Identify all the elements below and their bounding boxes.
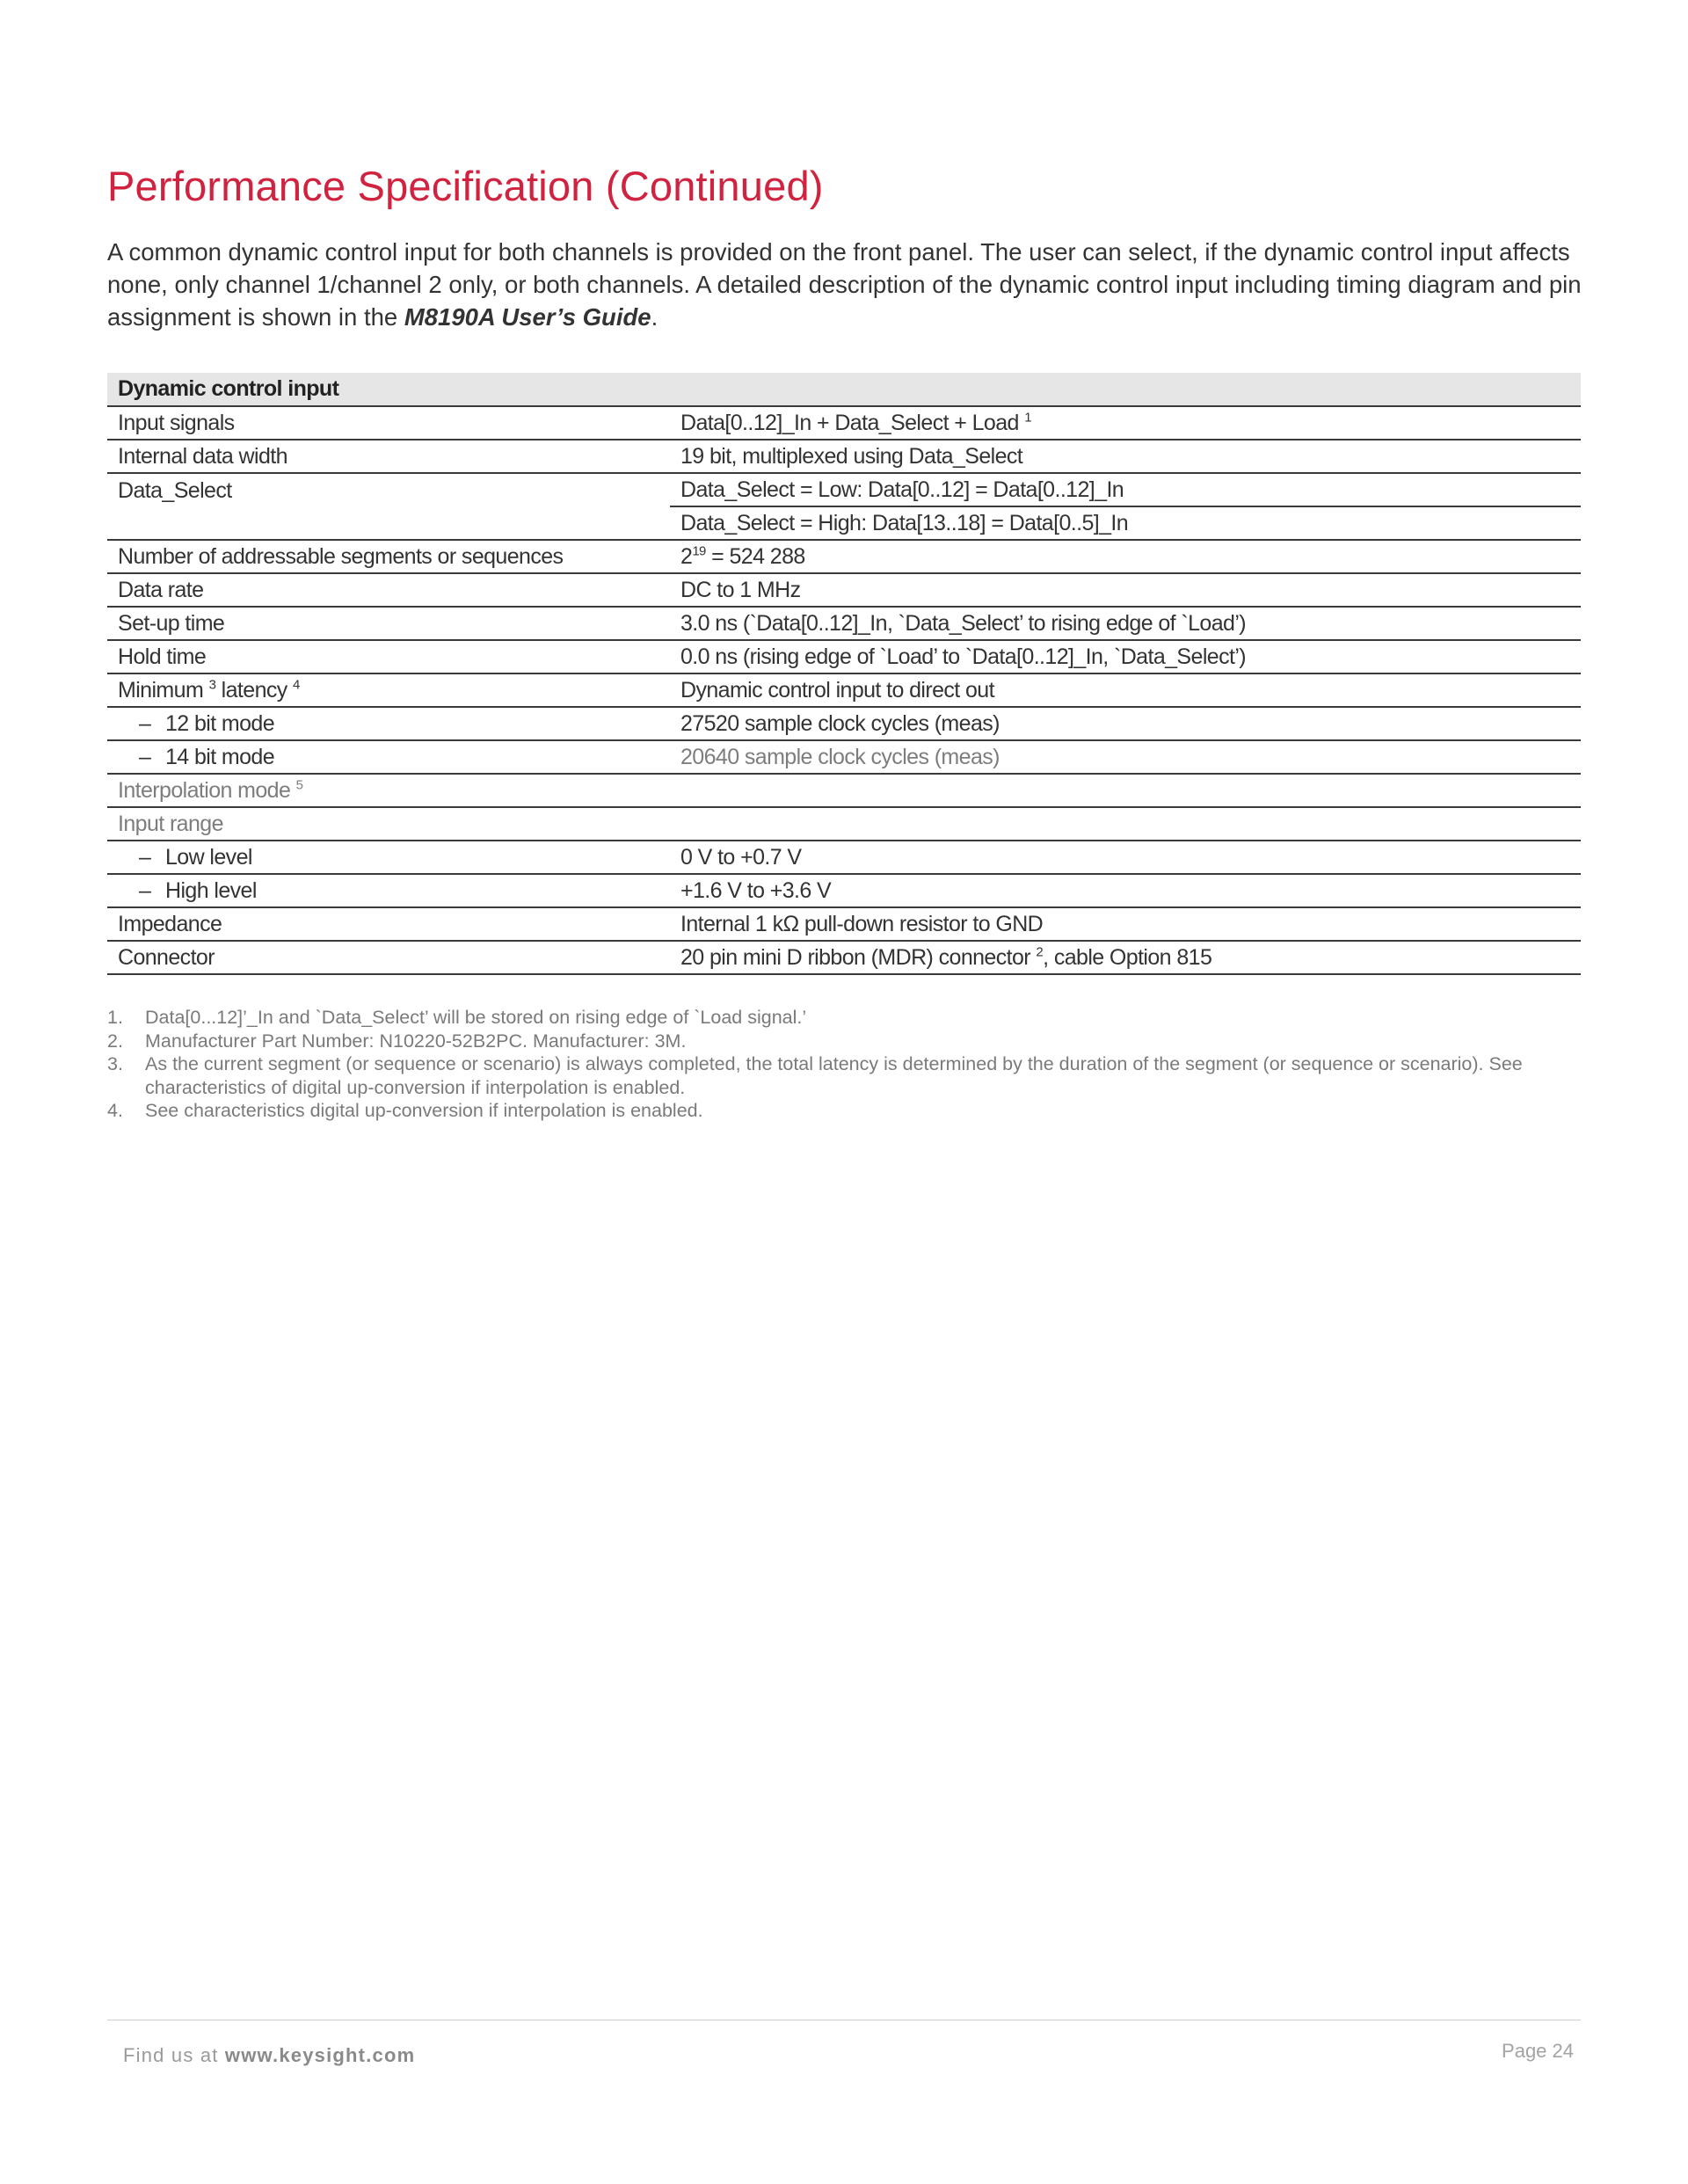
footnote-item <box>107 1052 1593 1099</box>
table-row <box>107 673 1581 707</box>
label-part: latency <box>221 677 287 703</box>
footer-find-us-text: Find us at <box>123 2044 225 2066</box>
value-base: 2 <box>680 543 693 569</box>
row-label: Set-up time <box>107 607 670 640</box>
row-value <box>670 406 1581 440</box>
row-label <box>107 774 670 807</box>
row-label <box>107 707 670 740</box>
table-row <box>107 640 1581 673</box>
row-value <box>670 540 1581 573</box>
row-label: Data_Select <box>107 473 670 540</box>
table-row <box>107 473 1581 506</box>
row-value: +1.6 V to +3.6 V <box>670 874 1581 907</box>
row-label: Data rate <box>107 573 670 607</box>
footnote-item <box>107 1030 1593 1053</box>
intro-paragraph <box>107 236 1593 333</box>
table-row <box>107 874 1581 907</box>
footnote-text: Manufacturer Part Number: N10220-52B2PC. Manufacturer: 3M. <box>145 1030 687 1052</box>
footnote-number: 3. <box>107 1053 123 1074</box>
table-row <box>107 573 1581 607</box>
row-value <box>670 807 1581 841</box>
row-value: Internal 1 kΩ pull-down resistor to GND <box>670 907 1581 941</box>
table-row <box>107 907 1581 941</box>
dash-bullet: – <box>139 844 151 870</box>
dash-bullet: – <box>139 710 151 736</box>
dash-bullet: – <box>139 744 151 769</box>
footnote-text: See characteristics digital up-conversion if interpolation is enabled. <box>145 1100 703 1121</box>
row-value: 27520 sample clock cycles (meas) <box>670 707 1581 740</box>
row-value: 0 V to +0.7 V <box>670 841 1581 874</box>
page-number: Page 24 <box>1502 2040 1574 2062</box>
footer-website-link[interactable]: www.keysight.com <box>224 2044 416 2066</box>
label-text: 12 bit mode <box>165 710 275 736</box>
row-value: 3.0 ns (`Data[0..12]_In, `Data_Select’ to rising edge of `Load’) <box>670 607 1581 640</box>
dash-bullet: – <box>139 877 151 903</box>
row-value-text: Data[0..12]_In + Data_Select + Load <box>680 410 1019 435</box>
dynamic-control-input-table <box>107 373 1581 975</box>
table-row <box>107 807 1581 841</box>
footer-find-us <box>123 2044 415 2067</box>
row-label: Hold time <box>107 640 670 673</box>
row-label: Number of addressable segments or sequences <box>107 540 670 573</box>
row-value: Data_Select = High: Data[13..18] = Data[0..5]_In <box>670 506 1581 540</box>
label-text: Interpolation mode <box>118 777 291 803</box>
value-exponent: 19 <box>692 543 706 559</box>
footnote-ref: 1 <box>1024 410 1031 426</box>
table-row <box>107 406 1581 440</box>
table-row <box>107 841 1581 874</box>
intro-end: . <box>651 303 658 331</box>
footnote-ref: 3 <box>208 677 216 693</box>
footnote-ref: 5 <box>295 777 303 793</box>
row-value: DC to 1 MHz <box>670 573 1581 607</box>
row-label <box>107 740 670 774</box>
row-value: 20640 sample clock cycles (meas) <box>670 740 1581 774</box>
footnote-text: Data[0...12]’_In and `Data_Select’ will be stored on rising edge of `Load signal.’ <box>145 1007 807 1028</box>
table-row <box>107 707 1581 740</box>
row-label <box>107 673 670 707</box>
table-row <box>107 540 1581 573</box>
footnote-item <box>107 1099 1593 1123</box>
label-text: Low level <box>165 844 252 870</box>
footnote-ref: 2 <box>1036 944 1044 960</box>
table-row <box>107 774 1581 807</box>
row-value: Data_Select = Low: Data[0..12] = Data[0..12]_In <box>670 473 1581 506</box>
row-label <box>107 841 670 874</box>
row-value: 0.0 ns (rising edge of `Load’ to `Data[0..12]_In, `Data_Select’) <box>670 640 1581 673</box>
table-header: Dynamic control input <box>107 373 1581 406</box>
value-part: , cable Option 815 <box>1043 944 1212 970</box>
value-rest: = 524 288 <box>705 543 805 569</box>
table-header-row <box>107 373 1581 406</box>
row-label <box>107 874 670 907</box>
label-part: Minimum <box>118 677 204 703</box>
row-label: Input range <box>107 807 670 841</box>
table-row <box>107 941 1581 974</box>
footnote-item <box>107 1006 1593 1030</box>
footnote-number: 4. <box>107 1100 123 1121</box>
intro-text: A common dynamic control input for both channels is provided on the front panel. The user can select, if the dynamic control input affects none, only channel 1/channel 2 only, or both channels. A detailed description of the dynamic control input including timing diagram and pin assignment is shown in the <box>107 238 1582 331</box>
row-value <box>670 941 1581 974</box>
footnote-number: 1. <box>107 1007 123 1028</box>
table-row <box>107 607 1581 640</box>
value-part: 20 pin mini D ribbon (MDR) connector <box>680 944 1031 970</box>
footnote-number: 2. <box>107 1030 123 1052</box>
page-title: Performance Specification (Continued) <box>107 163 824 209</box>
footnotes-list <box>107 1006 1593 1123</box>
row-value: Dynamic control input to direct out <box>670 673 1581 707</box>
row-label: Connector <box>107 941 670 974</box>
label-text: High level <box>165 877 257 903</box>
row-value: 19 bit, multiplexed using Data_Select <box>670 440 1581 473</box>
row-label: Impedance <box>107 907 670 941</box>
row-value <box>670 774 1581 807</box>
users-guide-reference: M8190A User’s Guide <box>404 303 651 331</box>
label-text: 14 bit mode <box>165 744 275 769</box>
row-label: Internal data width <box>107 440 670 473</box>
row-label: Input signals <box>107 406 670 440</box>
footnote-ref: 4 <box>293 677 300 693</box>
table-row <box>107 740 1581 774</box>
footnote-text: As the current segment (or sequence or scenario) is always completed, the total latency is determined by the duration of the segment (or sequence or scenario). See characteristics of digital up-conversion if interpolation is enabled. <box>145 1053 1523 1098</box>
table-row <box>107 440 1581 473</box>
